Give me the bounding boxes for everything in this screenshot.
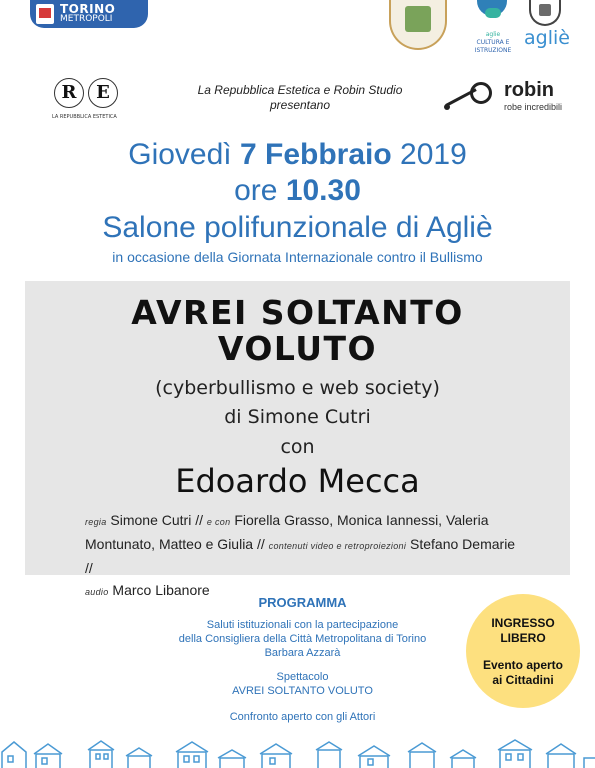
show-title: AVREI SOLTANTO VOLUTO — [131, 293, 464, 368]
free-entry-badge — [466, 594, 580, 708]
credit-role-cast: e con — [206, 517, 231, 527]
event-time-bold: 10.30 — [285, 174, 361, 207]
robin-logo-tagline: robe incredibili — [504, 102, 563, 112]
event-date: Giovedì 7 Febbraio 2019 — [128, 138, 467, 171]
re-logo-letter-r: R — [54, 78, 84, 108]
presenters — [150, 83, 450, 113]
show-author: di Simone Cutri — [224, 406, 371, 428]
event-time: ore 10.30 — [234, 174, 361, 207]
programme-item-discussion: Confronto aperto con gli Attori — [229, 711, 376, 723]
badge-line4: ai Cittadini — [492, 673, 554, 687]
programme-item-show: Spettacolo AVREI SOLTANTO VOLUTO — [232, 671, 373, 697]
programme-item-greetings: Saluti istituzionali con la partecipazione della Consigliera della Città Metropolitana di Torino Barbara Azzarà — [178, 619, 427, 659]
torino-metropoli-logo — [30, 0, 148, 28]
seal-emblem-icon — [405, 6, 431, 32]
badge-line2: LIBERO — [500, 631, 546, 645]
event-place: Salone polifunzionale di Agliè — [102, 211, 493, 244]
event-occasion: in occasione della Giornata Internazionale contro il Bullismo — [112, 249, 483, 265]
municipal-seal-logo — [389, 0, 447, 50]
houses-illustration — [0, 738, 595, 768]
cultura-logo-line1: aglie — [485, 31, 501, 38]
torino-shield-icon — [36, 4, 54, 24]
robin-logo-word: robin — [504, 79, 554, 101]
torino-logo-line2: METROPOLI — [60, 14, 113, 24]
presenters-line1: La Repubblica Estetica e Robin Studio — [197, 83, 403, 97]
credit-role-audio: audio — [85, 587, 109, 597]
torino-logo-line1: TORINO — [60, 2, 116, 16]
robin-logo — [444, 76, 564, 122]
show-panel — [25, 281, 570, 598]
aglie-logo-text: agliè — [524, 27, 570, 49]
robin-ring-icon — [470, 82, 492, 104]
cultura-logo-line3: ISTRUZIONE — [474, 47, 512, 54]
event-date-bold: 7 Febbraio — [239, 138, 392, 171]
credit-role-regia: regia — [85, 517, 107, 527]
repubblica-estetica-logo — [52, 78, 124, 122]
re-logo-caption: LA REPUBBLICA ESTETICA — [52, 114, 117, 120]
show-credits: regia Simone Cutri // e con Fiorella Grasso, Monica Iannessi, Valeria Montunato, Matteo e Giulia // contenuti video e retroproiezioni Stefano Demarie // audio Marco Libanore — [85, 512, 516, 598]
cultura-logo-line2: CULTURA E — [476, 39, 510, 46]
cultura-istruzione-logo — [467, 0, 519, 54]
credit-role-video: contenuti video e retroproiezioni — [268, 541, 407, 551]
badge-line3: Evento aperto — [482, 658, 563, 672]
show-actor: Edoardo Mecca — [175, 462, 420, 500]
show-with: con — [280, 436, 315, 458]
aglie-crest-icon — [529, 0, 561, 26]
re-logo-letter-e: E — [88, 78, 118, 108]
aglie-logo — [522, 0, 568, 52]
programme-title: PROGRAMMA — [258, 595, 347, 610]
badge-line1: INGRESSO — [491, 616, 555, 630]
show-subtitle: (cyberbullismo e web society) — [155, 377, 440, 399]
presenters-line2: presentano — [269, 98, 331, 112]
